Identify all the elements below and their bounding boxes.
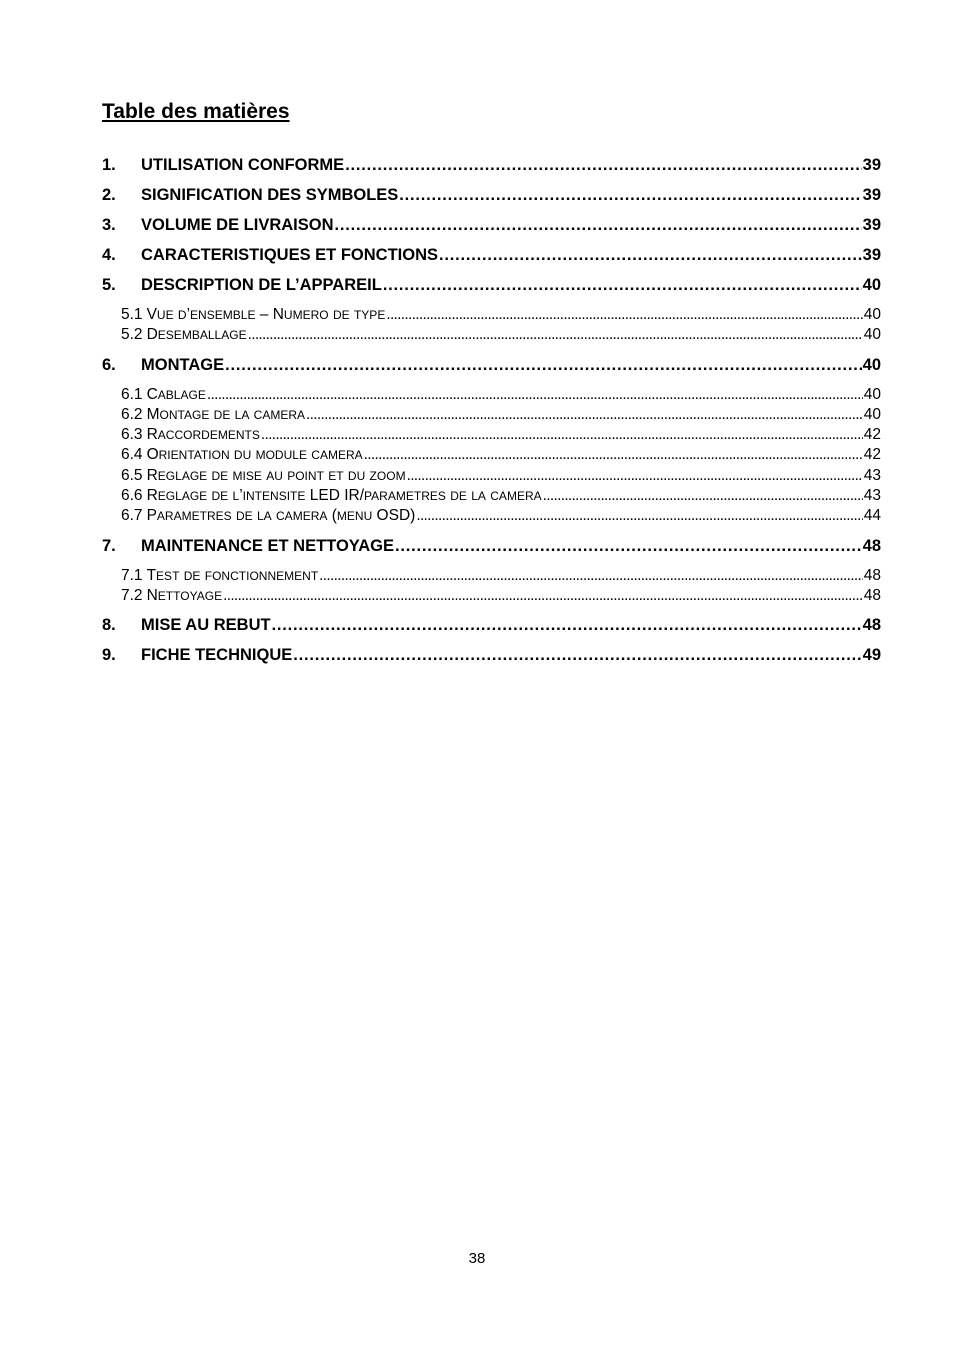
toc-entry-number: 5.1: [121, 306, 143, 323]
toc-entry-page: 40: [863, 326, 881, 344]
toc-entry-number: 7.: [102, 536, 116, 555]
toc-subentry[interactable]: [102, 325, 881, 345]
toc-entry-number: 2.: [102, 186, 116, 204]
toc-entry-label: RACCORDEMENTS: [146, 426, 260, 444]
toc-subentry[interactable]: [102, 385, 881, 405]
toc-entry-page: 48: [863, 566, 881, 584]
toc-leader-dots: [306, 405, 863, 425]
toc-leader-dots: [272, 610, 862, 640]
toc-entry-label: TEST DE FONCTIONNEMENT: [146, 566, 319, 584]
toc-entry[interactable]: [102, 210, 881, 240]
toc-entry-number: 7.2: [121, 586, 143, 604]
toc-entry-number: 6.3: [121, 426, 143, 444]
toc-leader-dots: [416, 506, 862, 526]
toc-entry[interactable]: [102, 640, 881, 670]
toc-entry-number: 3.: [102, 216, 116, 234]
toc-entry-number: 6.7: [121, 507, 143, 525]
toc-entry-label: NETTOYAGE: [146, 586, 223, 604]
toc-entry[interactable]: [102, 180, 881, 210]
toc-entry-number: 6.4: [121, 446, 143, 464]
toc-entry-number: 8.: [102, 616, 116, 635]
toc-subentry[interactable]: [102, 566, 881, 586]
toc-leader-dots: [395, 531, 862, 561]
toc-entry-page: 43: [863, 487, 881, 505]
toc-entry-label: MONTAGE: [141, 355, 225, 374]
toc-entry-label: DESCRIPTION DE L’APPAREIL: [141, 276, 382, 294]
toc-entry-label: PARAMETRES DE LA CAMERA (MENU OSD): [146, 507, 416, 525]
toc-leader-dots: [399, 180, 861, 210]
toc-entry[interactable]: [102, 350, 881, 380]
toc-entry[interactable]: [102, 610, 881, 640]
toc-entry-label: ORIENTATION DU MODULE CAMERA: [146, 446, 363, 464]
toc-entry-page: 48: [862, 616, 881, 635]
toc-entry-number: 1.: [102, 156, 116, 174]
toc-leader-dots: [543, 486, 863, 506]
toc-entry[interactable]: [102, 270, 881, 300]
toc-leader-dots: [248, 325, 863, 345]
toc-leader-dots: [345, 150, 861, 180]
toc-entry-number: 5.2: [121, 326, 143, 344]
toc-leader-dots: [439, 240, 862, 270]
toc-entry-label: FICHE TECHNIQUE: [141, 646, 293, 665]
toc-entry-page: 40: [862, 276, 881, 294]
toc-entry-number: 9.: [102, 646, 116, 665]
toc-leader-dots: [319, 566, 863, 586]
toc-subentry[interactable]: [102, 425, 881, 445]
toc-entry-number: 6.6: [121, 487, 143, 505]
toc-entry-page: 40: [863, 385, 881, 403]
toc-entry-label: CARACTERISTIQUES ET FONCTIONS: [141, 246, 439, 264]
toc-subentry[interactable]: [102, 305, 881, 325]
toc-entry-label: UTILISATION CONFORME: [141, 156, 345, 174]
toc-entry-page: 40: [863, 306, 881, 323]
toc-entry-label: CABLAGE: [146, 385, 206, 403]
toc-entry-label: MAINTENANCE ET NETTOYAGE: [141, 536, 395, 555]
toc-leader-dots: [207, 385, 863, 405]
toc-entry-page: 40: [862, 355, 881, 374]
toc-entry-label: VUE D’ENSEMBLE – NUMERO DE TYPE: [146, 306, 386, 323]
toc-leader-dots: [261, 425, 863, 445]
toc-entry-page: 49: [862, 646, 881, 665]
toc-leader-dots: [335, 210, 862, 240]
toc-subentry[interactable]: [102, 466, 881, 486]
toc-entry-page: 39: [862, 186, 881, 204]
toc-entry-label: SIGNIFICATION DES SYMBOLES: [141, 186, 399, 204]
toc-entry-number: 6.5: [121, 466, 143, 484]
toc-subentry[interactable]: [102, 506, 881, 526]
toc-entry-label: MONTAGE DE LA CAMERA: [146, 405, 306, 423]
toc-leader-dots: [225, 350, 862, 380]
toc-entry-label: DESEMBALLAGE: [146, 326, 247, 344]
toc-subentry[interactable]: [102, 586, 881, 606]
toc-entry-label: MISE AU REBUT: [141, 616, 271, 635]
toc-entry-page: 42: [863, 446, 881, 464]
toc-entry-page: 44: [863, 507, 881, 525]
toc-entry-number: 5.: [102, 276, 116, 294]
toc-entry-label: VOLUME DE LIVRAISON: [141, 216, 334, 234]
toc-leader-dots: [386, 305, 862, 325]
toc-leader-dots: [223, 586, 863, 606]
toc-leader-dots: [364, 445, 863, 465]
toc-entry-page: 42: [863, 426, 881, 444]
toc-title: Table des matières: [102, 100, 290, 123]
toc-entry-number: 6.1: [121, 385, 143, 403]
toc-entry-number: 4.: [102, 246, 116, 264]
toc-entry[interactable]: [102, 150, 881, 180]
toc-entry[interactable]: [102, 240, 881, 270]
toc-leader-dots: [383, 270, 862, 300]
toc-subentry[interactable]: [102, 486, 881, 506]
toc-entry[interactable]: [102, 531, 881, 561]
toc-subentry[interactable]: [102, 405, 881, 425]
toc-entry-page: 40: [863, 405, 881, 423]
toc-entry-page: 48: [863, 586, 881, 604]
toc-entry-label: REGLAGE DE L’INTENSITE LED IR/PARAMETRES DE LA CAMERA: [146, 487, 542, 505]
toc-leader-dots: [407, 466, 863, 486]
toc-entry-page: 39: [862, 216, 881, 234]
toc-entry-number: 6.2: [121, 405, 143, 423]
toc-entry-number: 6.: [102, 355, 116, 374]
toc-leader-dots: [293, 640, 861, 670]
toc-subentry[interactable]: [102, 445, 881, 465]
toc-entry-page: 48: [862, 536, 881, 555]
table-of-contents: [102, 150, 881, 670]
toc-entry-label: REGLAGE DE MISE AU POINT ET DU ZOOM: [146, 466, 406, 484]
toc-entry-number: 7.1: [121, 566, 143, 584]
toc-entry-page: 43: [863, 466, 881, 484]
toc-entry-page: 39: [862, 246, 881, 264]
toc-entry-page: 39: [862, 156, 881, 174]
page-number: 38: [468, 1250, 486, 1267]
